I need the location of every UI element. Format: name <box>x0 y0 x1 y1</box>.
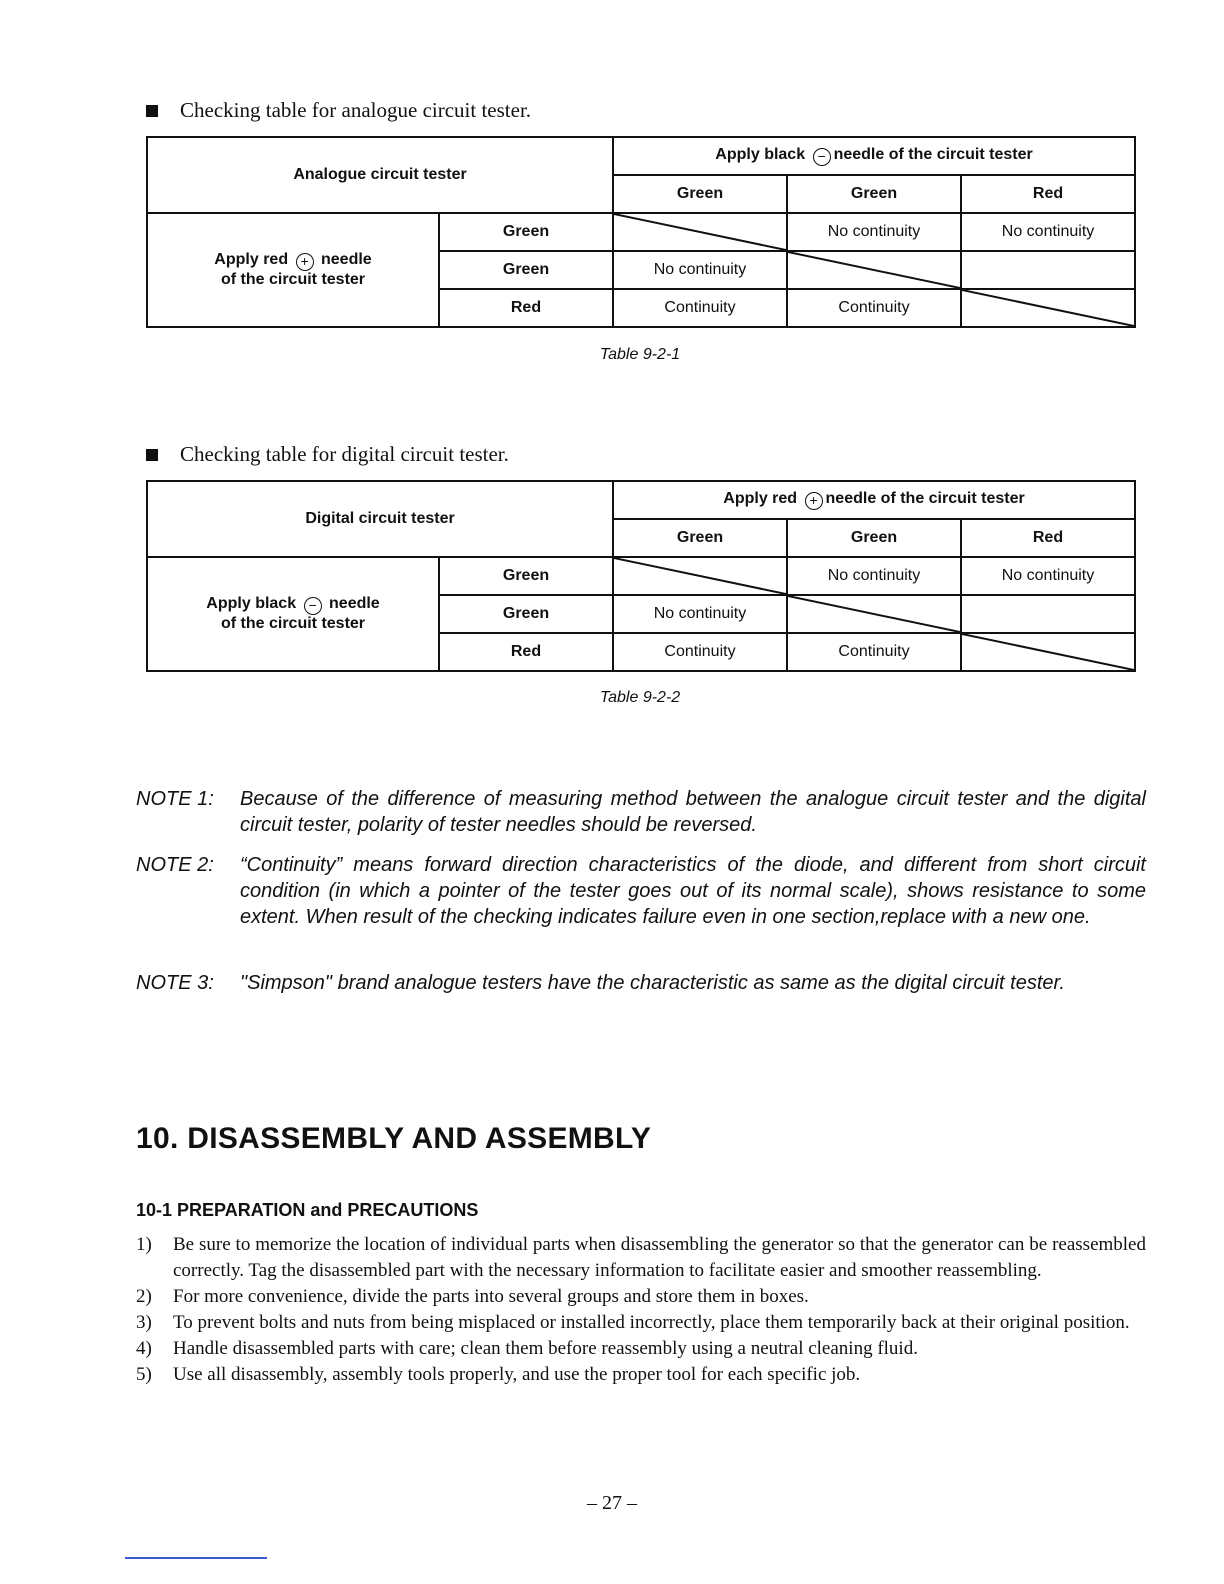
note-label: NOTE 3: <box>136 972 214 994</box>
minus-circle-icon: − <box>304 597 322 615</box>
digital-heading-text: Checking table for digital circuit tester. <box>180 442 509 466</box>
analogue-row-header: Green <box>439 251 613 289</box>
list-item: 2) For more convenience, divide the parts into several groups and store them in boxes. <box>136 1286 809 1307</box>
digital-corner: Digital circuit tester <box>147 481 613 557</box>
table-cell <box>961 251 1135 289</box>
diagonal-cell <box>613 213 787 251</box>
diagonal-cell <box>961 633 1135 671</box>
digital-row-header: Red <box>439 633 613 671</box>
bullet-square-icon <box>146 449 158 461</box>
table-cell <box>961 595 1135 633</box>
digital-col-title: Apply red + needle of the circuit tester <box>613 481 1135 519</box>
note-text: “Continuity” means forward direction characteristics of the diode, and different from short circuit condition (in which a pointer of the tester goes out of its normal scale), shows resistance to some extent. When result of the checking indicates failure even in one section,replace with a new one. <box>240 854 1146 928</box>
table-cell: No continuity <box>961 557 1135 595</box>
list-item: 1) Be sure to memorize the location of individual parts when disassembling the generator so that the generator can be reassembled correctly. Tag the disassembled part with the necessary information to facilitate easier and smoother reassembling. <box>136 1234 1146 1281</box>
diagonal-cell <box>787 251 961 289</box>
analogue-table <box>146 136 1136 328</box>
precautions-list <box>136 1232 1146 1388</box>
note-text: Because of the difference of measuring method between the analogue circuit tester and the digital circuit tester, polarity of tester needles should be reversed. <box>240 788 1146 836</box>
diagonal-cell <box>613 557 787 595</box>
footer-rule <box>125 1557 267 1559</box>
digital-row-header: Green <box>439 595 613 633</box>
bullet-square-icon <box>146 105 158 117</box>
page-number: – 27 – <box>587 1492 637 1514</box>
digital-col-header: Red <box>961 519 1135 557</box>
diagonal-cell <box>961 289 1135 327</box>
table-cell: Continuity <box>613 633 787 671</box>
table-cell: Continuity <box>787 289 961 327</box>
digital-col-header: Green <box>613 519 787 557</box>
analogue-row-title: Apply red + needle of the circuit tester <box>147 213 439 327</box>
plus-circle-icon: + <box>296 253 314 271</box>
note-3 <box>136 970 1146 996</box>
table-cell: No continuity <box>613 251 787 289</box>
subsection-title: 10-1 PREPARATION and PRECAUTIONS <box>136 1200 479 1220</box>
table-cell: Continuity <box>613 289 787 327</box>
table-cell: No continuity <box>961 213 1135 251</box>
analogue-heading <box>146 98 531 123</box>
analogue-col-header: Green <box>787 175 961 213</box>
digital-heading <box>146 442 509 467</box>
table-cell: No continuity <box>787 213 961 251</box>
note-label: NOTE 2: <box>136 854 214 876</box>
analogue-heading-text: Checking table for analogue circuit tester. <box>180 98 532 122</box>
list-item: 4) Handle disassembled parts with care; clean them before reassembly using a neutral cleaning fluid. <box>136 1338 918 1359</box>
analogue-caption: Table 9-2-1 <box>599 346 681 363</box>
section-title: 10. DISASSEMBLY AND ASSEMBLY <box>136 1122 652 1155</box>
note-text: "Simpson" brand analogue testers have the characteristic as same as the digital circuit tester. <box>240 972 1065 994</box>
diagonal-cell <box>787 595 961 633</box>
analogue-row-header: Red <box>439 289 613 327</box>
plus-circle-icon: + <box>805 492 823 510</box>
digital-row-header: Green <box>439 557 613 595</box>
digital-caption: Table 9-2-2 <box>599 689 681 706</box>
analogue-corner: Analogue circuit tester <box>147 137 613 213</box>
table-cell: No continuity <box>787 557 961 595</box>
digital-row-title: Apply black − needle of the circuit tester <box>147 557 439 671</box>
digital-col-header: Green <box>787 519 961 557</box>
note-2 <box>136 852 1146 930</box>
analogue-row-header: Green <box>439 213 613 251</box>
analogue-col-header: Green <box>613 175 787 213</box>
list-item: 5) Use all disassembly, assembly tools properly, and use the proper tool for each specific job. <box>136 1364 861 1385</box>
table-cell: Continuity <box>787 633 961 671</box>
digital-table <box>146 480 1136 672</box>
list-item: 3) To prevent bolts and nuts from being misplaced or installed incorrectly, place them temporarily back at their original position. <box>136 1312 1130 1333</box>
note-label: NOTE 1: <box>136 788 214 810</box>
minus-circle-icon: − <box>813 148 831 166</box>
note-1 <box>136 786 1146 838</box>
analogue-col-title: Apply black − needle of the circuit tester <box>613 137 1135 175</box>
analogue-col-header: Red <box>961 175 1135 213</box>
table-cell: No continuity <box>613 595 787 633</box>
